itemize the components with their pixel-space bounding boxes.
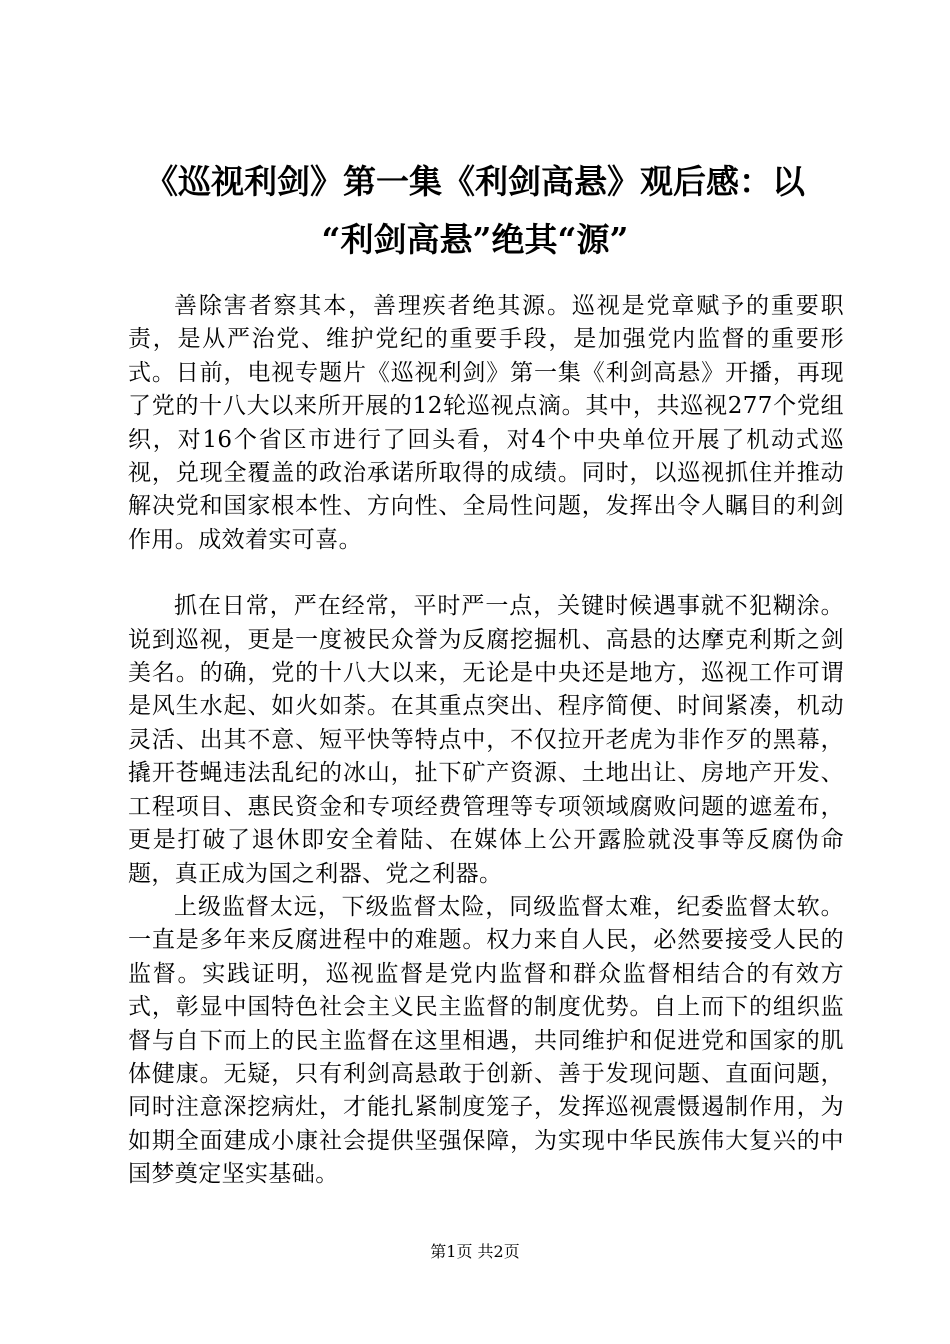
paragraph-1: 善除害者察其本，善理疾者绝其源。巡视是党章赋予的重要职责，是从严治党、维护党纪的重要手段，是加强党内监督的重要形式。日前，电视专题片《巡视利剑》第一集《利剑高悬》开播，再现了党的十八大以来所开展的12轮巡视点滴。其中，共巡视277个党组织，对16个省区市进行了回头看，对4个中央单位开展了机动式巡视，兑现全覆盖的政治承诺所取得的成绩。同时，以巡视抓住并推动解决党和国家根本性、方向性、全局性问题，发挥出令人瞩目的利剑作用。成效着实可喜。	[128, 293, 844, 553]
paragraph-2: 抓在日常，严在经常，平时严一点，关键时候遇事就不犯糊涂。说到巡视，更是一度被民众誉为反腐挖掘机、高悬的达摩克利斯之剑美名。的确，党的十八大以来，无论是中央还是地方，巡视工作可谓是风生水起、如火如荼。在其重点突出、程序简便、时间紧凑，机动灵活、出其不意、短平快等特点中，不仅拉开老虎为非作歹的黑幕，撬开苍蝇违法乱纪的冰山，扯下矿产资源、土地出让、房地产开发、工程项目、惠民资金和专项经费管理等专项领域腐败问题的遮羞布，更是打破了退休即安全着陆、在媒体上公开露脸就没事等反腐伪命题，真正成为国之利器、党之利器。	[128, 593, 844, 887]
page-footer: 第1页 共2页	[430, 1242, 520, 1261]
document-title-line-1: 《巡视利剑》第一集《利剑高悬》观后感：以	[145, 162, 805, 201]
paragraph-3: 上级监督太远，下级监督太险，同级监督太难，纪委监督太软。一直是多年来反腐进程中的难题。权力来自人民，必然要接受人民的监督。实践证明，巡视监督是党内监督和群众监督相结合的有效方式，彰显中国特色社会主义民主监督的制度优势。自上而下的组织监督与自下而上的民主监督在这里相遇，共同维护和促进党和国家的肌体健康。无疑，只有利剑高悬敢于创新、善于发现问题、直面问题，同时注意深挖病灶，才能扎紧制度笼子，发挥巡视震慑遏制作用，为如期全面建成小康社会提供坚强保障，为实现中华民族伟大复兴的中国梦奠定坚实基础。	[128, 893, 844, 1188]
document-title-line-2: “利剑高悬”绝其“源”	[321, 220, 629, 259]
document-body	[128, 290, 844, 1192]
